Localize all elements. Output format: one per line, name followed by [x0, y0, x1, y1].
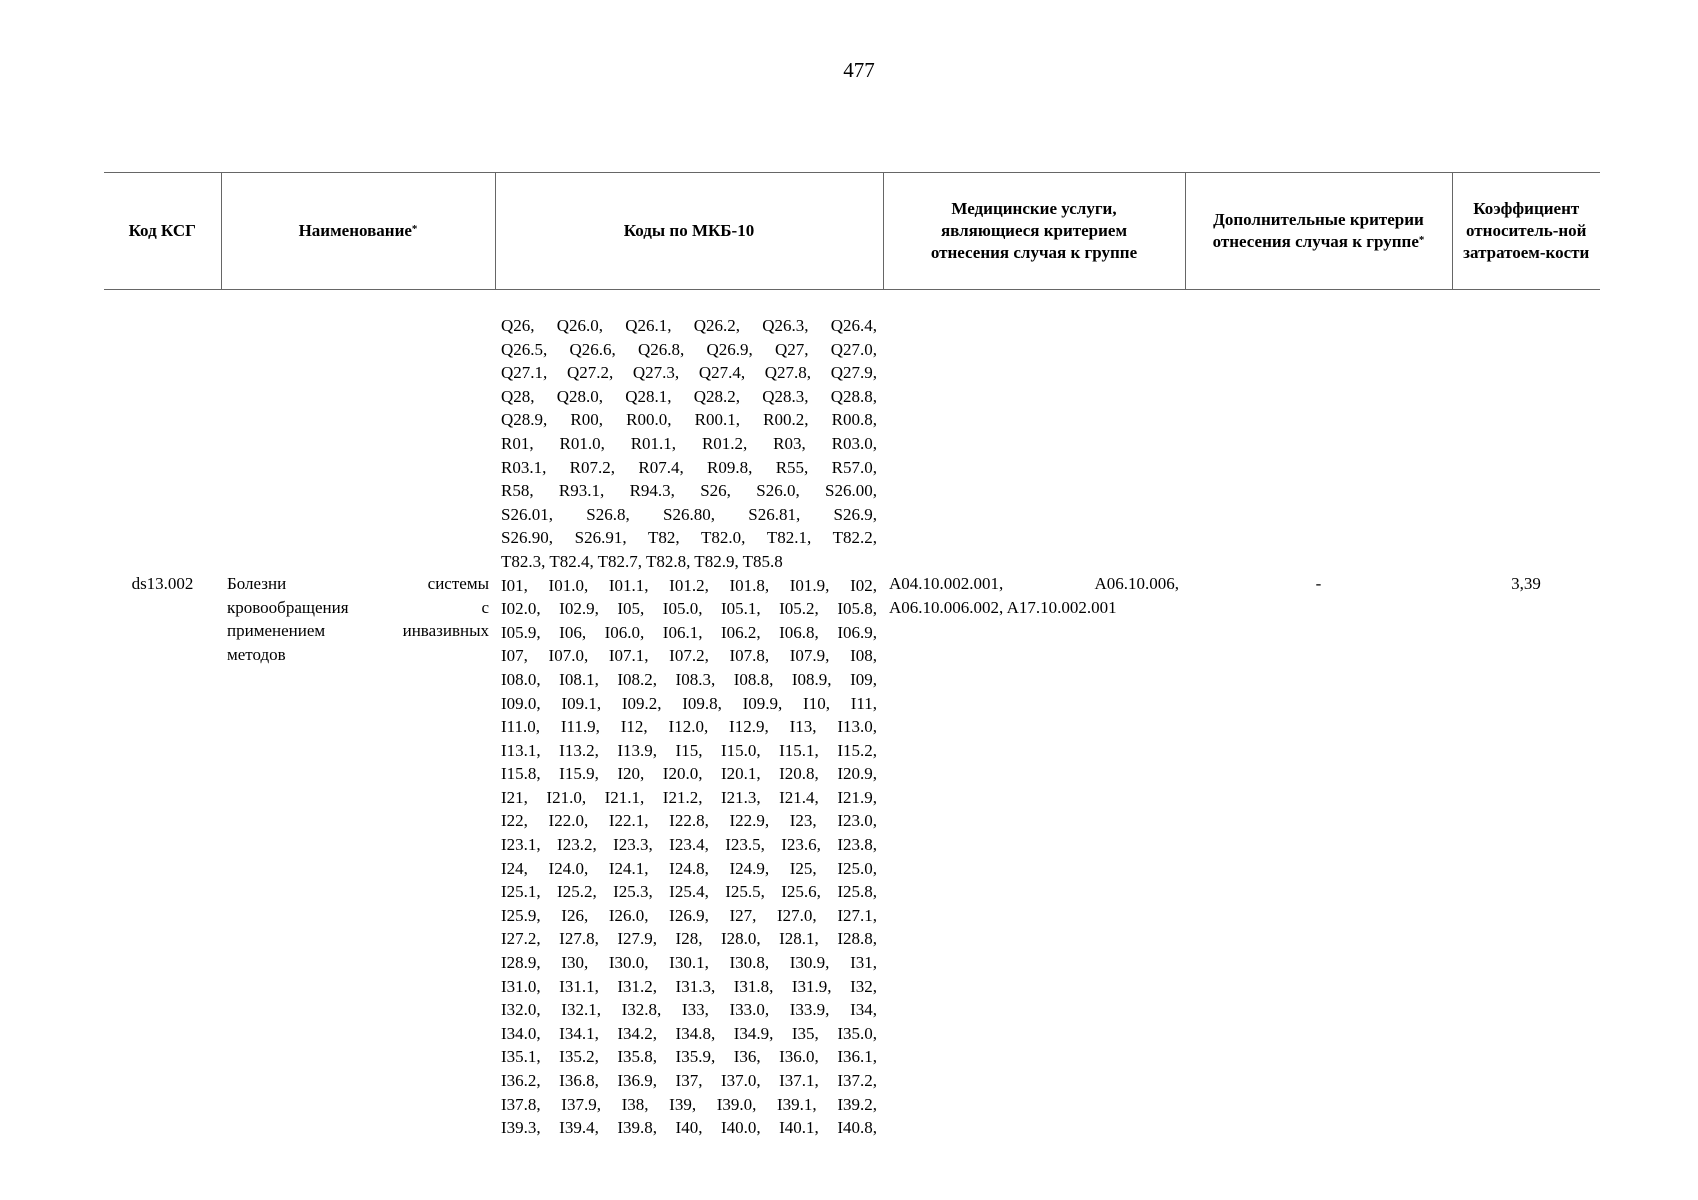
header-icd: Коды по МКБ-10	[495, 173, 883, 290]
cell-name	[221, 314, 495, 1140]
icd-line: I08.0, I08.1, I08.2, I08.3, I08.8, I08.9, I09,	[501, 669, 877, 689]
cell-criteria: -	[1315, 574, 1322, 593]
icd-line: I34.0, I34.1, I34.2, I34.8, I34.9, I35, I35.0,	[501, 1023, 877, 1043]
icd-line: R58, R93.1, R94.3, S26, S26.0, S26.00,	[501, 481, 877, 501]
header-services: Медицинские услуги, являющиеся критерием отнесения случая к группе	[883, 173, 1185, 290]
header-criteria-footnote-mark: *	[1418, 234, 1425, 246]
services-line: A06.10.006.002, A17.10.002.001	[889, 597, 1117, 617]
header-name-footnote-mark: *	[411, 223, 418, 235]
name-line: Болезни системы	[227, 574, 489, 593]
icd-line: Q28.9, R00, R00.0, R00.1, R00.2, R00.8,	[501, 410, 877, 430]
icd-line: S26.90, S26.91, T82, T82.0, T82.1, T82.2,	[501, 528, 877, 548]
icd-line: I27.2, I27.8, I27.9, I28, I28.0, I28.1, I28.8,	[501, 929, 877, 949]
icd-line: I15.8, I15.9, I20, I20.0, I20.1, I20.8, I20.9,	[501, 764, 877, 784]
icd-line: I09.0, I09.1, I09.2, I09.8, I09.9, I10, I11,	[501, 693, 877, 713]
name-line: применением инвазивных	[227, 621, 489, 641]
icd-line: I05.9, I06, I06.0, I06.1, I06.2, I06.8, I06.9,	[501, 622, 877, 642]
icd-line: R01, R01.0, R01.1, R01.2, R03, R03.0,	[501, 433, 877, 453]
icd-line: I22, I22.0, I22.1, I22.8, I22.9, I23, I23.0,	[501, 811, 877, 831]
cell-code: ds13.002	[131, 574, 194, 593]
icd-line: I13.1, I13.2, I13.9, I15, I15.0, I15.1, I15.2,	[501, 740, 877, 760]
icd-line: I28.9, I30, I30.0, I30.1, I30.8, I30.9, I31,	[501, 953, 877, 973]
table-row	[104, 314, 1600, 1140]
header-coef: Коэффициент относитель-ной затратоем-кости	[1452, 173, 1600, 290]
header-name: Наименование*	[221, 173, 495, 290]
icd-line: I24, I24.0, I24.1, I24.8, I24.9, I25, I25.0,	[501, 858, 877, 878]
icd-line: I32.0, I32.1, I32.8, I33, I33.0, I33.9, I34,	[501, 1000, 877, 1020]
name-line: методов	[227, 644, 286, 664]
icd-line: I23.1, I23.2, I23.3, I23.4, I23.5, I23.6, I23.8,	[501, 835, 877, 855]
icd-line: I31.0, I31.1, I31.2, I31.3, I31.8, I31.9, I32,	[501, 976, 877, 996]
header-code: Код КСГ	[104, 173, 221, 290]
icd-line: Q26, Q26.0, Q26.1, Q26.2, Q26.3, Q26.4,	[501, 316, 877, 335]
icd-line: I36.2, I36.8, I36.9, I37, I37.0, I37.1, I37.2,	[501, 1071, 877, 1090]
icd-line: I01, I01.0, I01.1, I01.2, I01.8, I01.9, I02,	[501, 575, 877, 595]
name-line: кровообращения с	[227, 597, 489, 617]
icd-line: I11.0, I11.9, I12, I12.0, I12.9, I13, I13.0,	[501, 717, 877, 737]
cell-coef: 3,39	[1511, 574, 1541, 593]
icd-line: Q26.5, Q26.6, Q26.8, Q26.9, Q27, Q27.0,	[501, 339, 877, 359]
icd-line: Q28, Q28.0, Q28.1, Q28.2, Q28.3, Q28.8,	[501, 386, 877, 406]
icd-line: I21, I21.0, I21.1, I21.2, I21.3, I21.4, I21.9,	[501, 787, 877, 807]
icd-line: I37.8, I37.9, I38, I39, I39.0, I39.1, I39.2,	[501, 1094, 877, 1114]
header-criteria: Дополнительные критерии отнесения случая к группе*	[1185, 173, 1452, 290]
icd-line: Q27.1, Q27.2, Q27.3, Q27.4, Q27.8, Q27.9,	[501, 363, 877, 383]
icd-line: R03.1, R07.2, R07.4, R09.8, R55, R57.0,	[501, 457, 877, 477]
cell-services	[883, 314, 1185, 1140]
cell-icd-codes	[495, 314, 883, 1140]
services-line: A04.10.002.001, A06.10.006,	[889, 574, 1179, 593]
icd-line: I25.1, I25.2, I25.3, I25.4, I25.5, I25.6, I25.8,	[501, 882, 877, 902]
icd-line: I02.0, I02.9, I05, I05.0, I05.1, I05.2, I05.8,	[501, 599, 877, 619]
icd-line: I35.1, I35.2, I35.8, I35.9, I36, I36.0, I36.1,	[501, 1047, 877, 1067]
ksg-table	[104, 172, 1600, 1140]
icd-line: I39.3, I39.4, I39.8, I40, I40.0, I40.1, I40.8,	[501, 1118, 877, 1138]
table-header-row	[104, 173, 1600, 290]
icd-line: I25.9, I26, I26.0, I26.9, I27, I27.0, I27.1,	[501, 905, 877, 925]
icd-line: T82.3, T82.4, T82.7, T82.8, T82.9, T85.8	[501, 551, 783, 571]
page-number: 477	[843, 58, 875, 82]
icd-line: S26.01, S26.8, S26.80, S26.81, S26.9,	[501, 504, 877, 524]
icd-line: I07, I07.0, I07.1, I07.2, I07.8, I07.9, I08,	[501, 646, 877, 666]
